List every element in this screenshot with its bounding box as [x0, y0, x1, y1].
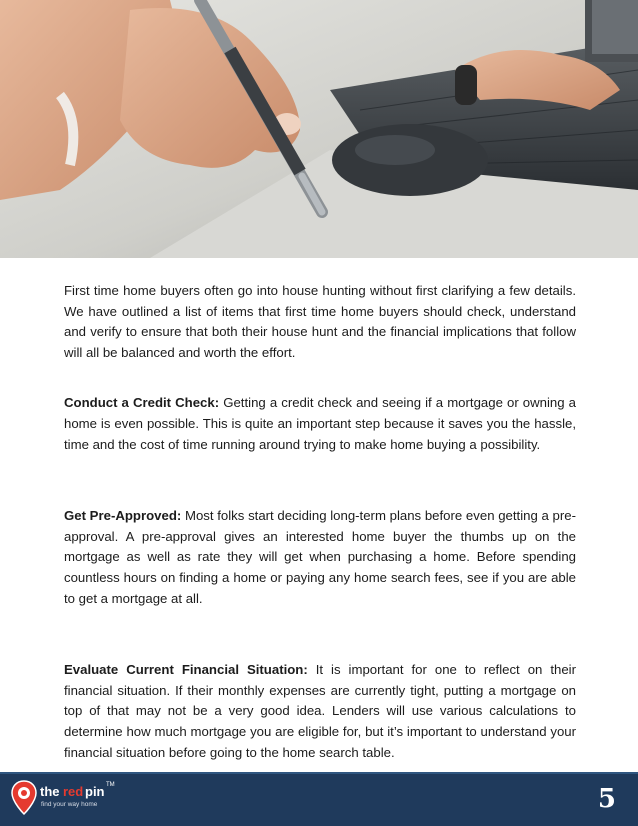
hand-writing-with-pen-on-tablet-photo	[0, 0, 638, 258]
section-credit-check	[64, 393, 576, 455]
footer-accent-line	[0, 772, 638, 774]
section-heading: Get Pre-Approved:	[64, 508, 182, 524]
body-content	[64, 281, 576, 763]
section-body: It is important for one to reflect on their financial situation. If their monthly expenses are currently tight, putting a mortgage on top of that may not be a very good idea. Lenders will use various calculations to determine how much mortgage you are eligible for, but it’s important to understand your financial situation before going to the home search table.	[64, 662, 576, 760]
logo-text-the: the	[40, 784, 60, 799]
logo-text-pin: pin	[85, 784, 105, 799]
section-heading: Evaluate Current Financial Situation:	[64, 662, 308, 678]
hero-photo	[0, 0, 638, 258]
intro-paragraph: First time home buyers often go into house hunting without first clarifying a few details. We have outlined a list of items that first time home buyers should check, understand and verify to ensure that both their house hunt and the financial implications that follow will all be balanced and worth the effort.	[64, 283, 576, 360]
section-pre-approved	[64, 506, 576, 609]
logo-trademark: TM	[106, 782, 115, 788]
page-number: 5	[597, 784, 616, 814]
map-pin-icon	[10, 780, 38, 816]
section-financial-situation	[64, 660, 576, 763]
theredpin-logo	[10, 780, 120, 820]
section-body: Getting a credit check and seeing if a mortgage or owning a home is even possible. This is quite an important step because it saves you the hassle, time and the cost of time running around trying to make home buying a possibility.	[64, 395, 576, 452]
logo-tagline: find your way home	[41, 801, 98, 808]
section-heading: Conduct a Credit Check:	[64, 395, 220, 411]
section-body: Most folks start deciding long-term plans before even getting a pre-approval. A pre-approval gives an interested home buyer the thumbs up on the mortgage as well as rate they will get when purchasing a home. Before spending countless hours on finding a home or paying any home search fees, see if you are able to get a mortgage at all.	[64, 508, 576, 606]
logo-text-red: red	[63, 784, 84, 799]
